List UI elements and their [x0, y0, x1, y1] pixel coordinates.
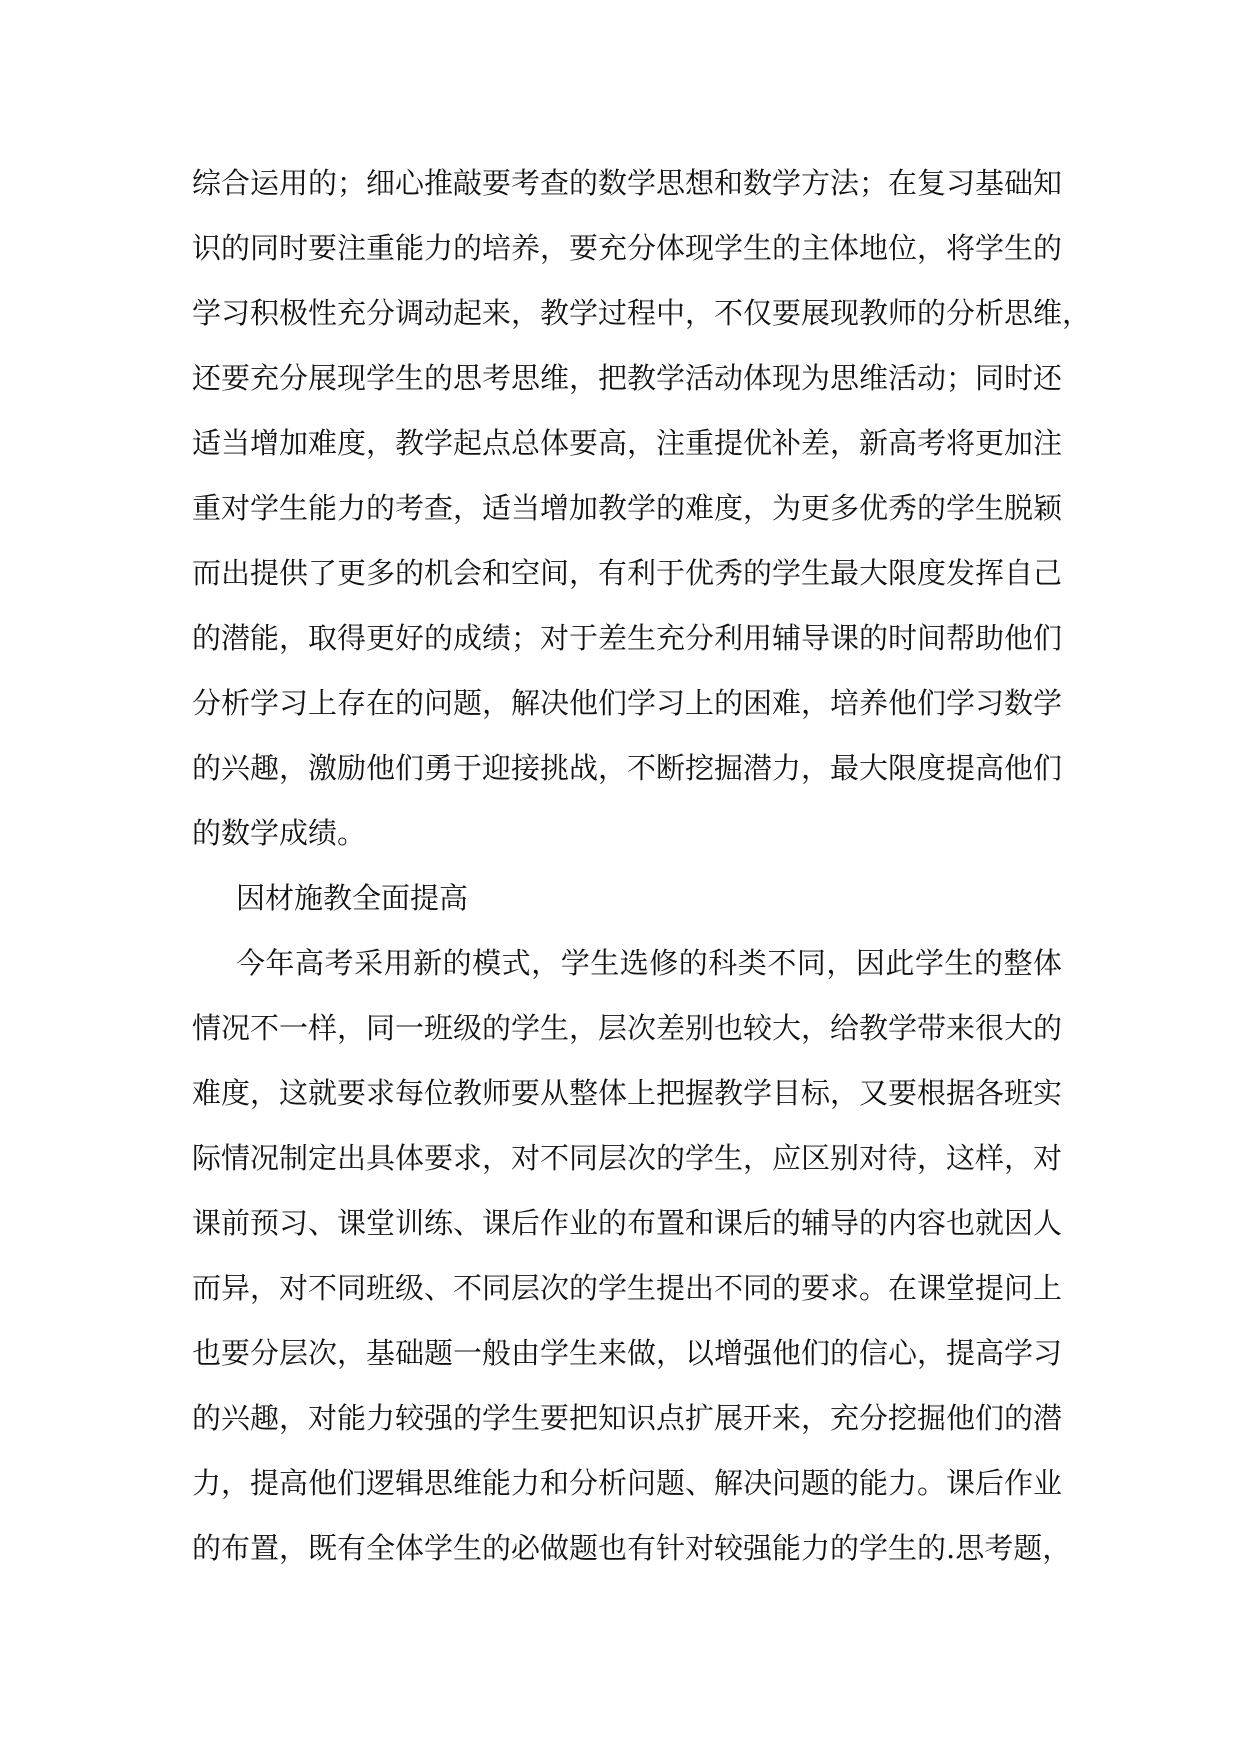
- paragraph-line: 际情况制定出具体要求，对不同层次的学生，应区别对待，这样，对: [192, 1141, 1063, 1175]
- paragraph-line: 今年高考采用新的模式，学生选修的科类不同，因此学生的整体: [236, 946, 1062, 980]
- paragraph-line: 而出提供了更多的机会和空间，有利于优秀的学生最大限度发挥自己: [192, 556, 1063, 590]
- paragraph-line: 重对学生能力的考查，适当增加教学的难度，为更多优秀的学生脱颖: [192, 491, 1063, 525]
- paragraph-line: 的布置，既有全体学生的必做题也有针对较强能力的学生的.思考题，: [192, 1531, 1072, 1565]
- paragraph-line: 综合运用的；细心推敲要考查的数学思想和数学方法；在复习基础知: [192, 166, 1063, 200]
- paragraph-line: 课前预习、课堂训练、课后作业的布置和课后的辅导的内容也就因人: [192, 1206, 1063, 1240]
- paragraph-line: 分析学习上存在的问题，解决他们学习上的困难，培养他们学习数学: [192, 686, 1063, 720]
- paragraph-2: [192, 940, 1072, 1590]
- paragraph-line: 的兴趣，激励他们勇于迎接挑战，不断挖掘潜力，最大限度提高他们: [192, 751, 1063, 785]
- paragraph-line: 而异，对不同班级、不同层次的学生提出不同的要求。在课堂提问上: [192, 1271, 1063, 1305]
- paragraph-line: 难度，这就要求每位教师要从整体上把握教学目标，又要根据各班实: [192, 1076, 1063, 1110]
- paragraph-line: 力，提高他们逻辑思维能力和分析问题、解决问题的能力。课后作业: [192, 1466, 1063, 1500]
- paragraph-1: [192, 160, 1092, 875]
- paragraph-line: 的兴趣，对能力较强的学生要把知识点扩展开来，充分挖掘他们的潜: [192, 1401, 1063, 1435]
- section-heading: 因材施教全面提高: [236, 881, 469, 915]
- paragraph-line: 也要分层次，基础题一般由学生来做，以增强他们的信心，提高学习: [192, 1336, 1063, 1370]
- paragraph-line: 还要充分展现学生的思考思维，把教学活动体现为思维活动；同时还: [192, 361, 1063, 395]
- paragraph-line: 识的同时要注重能力的培养，要充分体现学生的主体地位，将学生的: [192, 231, 1063, 265]
- paragraph-line: 适当增加难度，教学起点总体要高，注重提优补差，新高考将更加注: [192, 426, 1063, 460]
- paragraph-line: 的潜能，取得更好的成绩；对于差生充分利用辅导课的时间帮助他们: [192, 621, 1063, 655]
- document-body: [192, 160, 1092, 1590]
- paragraph-line: 学习积极性充分调动起来，教学过程中，不仅要展现教师的分析思维，: [192, 296, 1092, 330]
- paragraph-line: 的数学成绩。: [192, 816, 367, 850]
- paragraph-line: 情况不一样，同一班级的学生，层次差别也较大，给教学带来很大的: [192, 1011, 1063, 1045]
